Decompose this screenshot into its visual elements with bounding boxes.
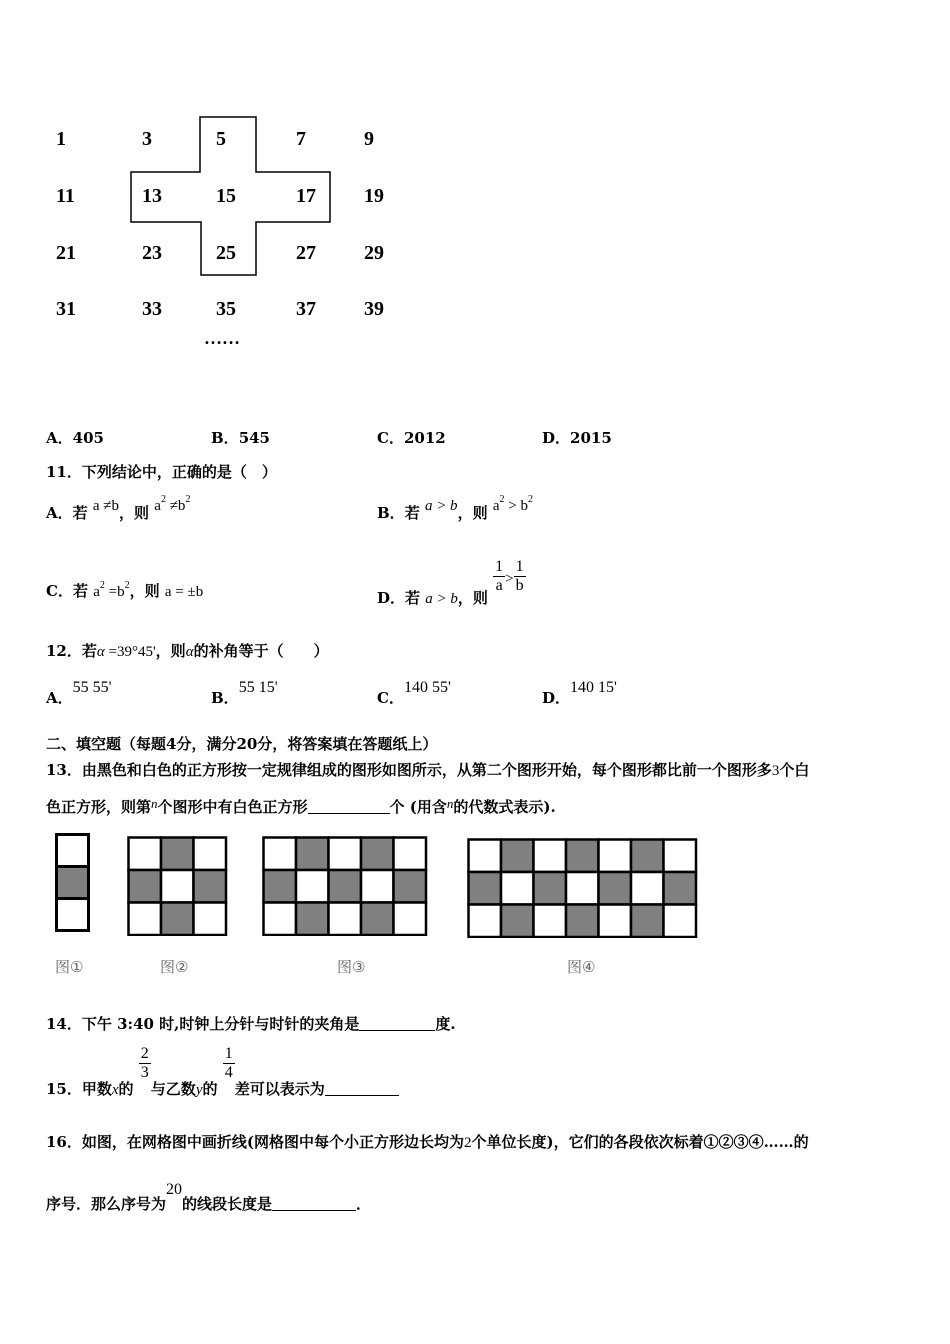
figure-square <box>394 838 427 871</box>
grid-cell: 17 <box>296 185 316 207</box>
figure-square <box>194 903 227 936</box>
figure-square <box>599 905 632 938</box>
figure-square <box>296 870 329 903</box>
grid-cell: 19 <box>364 185 384 207</box>
grid-cell: 11 <box>56 185 75 207</box>
figure-square <box>296 838 329 871</box>
q11-option-c: C．若 $a^2 =b^2$，则 a = ±b <box>46 580 204 600</box>
q12-option-d: D．140 15' <box>542 679 617 707</box>
section-2-title: 二、填空题（每题4分，满分20分，将答案填在答题纸上） <box>46 735 438 753</box>
fraction-1-4: $\frac{1}{4}$ <box>224 1045 233 1081</box>
figure-3 <box>262 836 430 936</box>
q13-answer-blank[interactable] <box>308 799 390 814</box>
grid-cell: 27 <box>296 242 316 264</box>
grid-cell: 33 <box>142 298 162 320</box>
figure-square <box>631 905 664 938</box>
q12-option-c: C．140 55' <box>377 679 451 707</box>
figure-4-caption: 图④ <box>567 958 596 976</box>
figure-square <box>534 872 567 905</box>
q12-option-a: A．55 55' <box>46 679 112 707</box>
q10-option-a: A．405 <box>46 429 104 447</box>
q10-option-c: C．2012 <box>377 429 446 447</box>
figure-square <box>129 870 162 903</box>
figure-square <box>664 840 697 873</box>
q14-answer-blank[interactable] <box>359 1016 435 1031</box>
figure-square <box>361 870 394 903</box>
figure-1-caption: 图① <box>55 958 84 976</box>
figure-2 <box>127 836 229 936</box>
figure-square <box>329 838 362 871</box>
figure-1 <box>55 833 91 933</box>
grid-cell: 7 <box>296 128 306 150</box>
fraction-2-3: $\frac{2}{3}$ <box>140 1045 149 1081</box>
figure-square <box>264 838 297 871</box>
figure-square <box>161 903 194 936</box>
figure-square <box>394 870 427 903</box>
grid-cell: 29 <box>364 242 384 264</box>
figure-square <box>469 840 502 873</box>
q11-option-b: B．若 a > b，则 $a^2 > b^2$ <box>377 494 533 522</box>
q15-answer-blank[interactable] <box>325 1081 399 1096</box>
figure-square <box>664 905 697 938</box>
q16-answer-blank[interactable] <box>272 1196 356 1211</box>
q15: 15．甲数x的 $\frac{2}{3}$ 与乙数y的 $\frac{1}{4}$ 差可以表示为 <box>46 1045 399 1082</box>
figure-square <box>566 905 599 938</box>
figure-square <box>394 903 427 936</box>
figure-square <box>501 872 534 905</box>
grid-ellipsis: …… <box>204 328 240 348</box>
figure-square <box>361 838 394 871</box>
q16-line-1: 16．如图，在网格图中画折线(网格图中每个小正方形边长均为2个单位长度)，它们的各段依次标着①②③④……的 <box>46 1133 809 1151</box>
q11-option-d: D．若 a > b，则 $\frac{1}{a}$ > $\frac{1}{b}$ <box>377 558 524 607</box>
figure-square <box>631 840 664 873</box>
q10-option-b: B．545 <box>211 429 270 447</box>
grid-cell: 1 <box>56 128 66 150</box>
grid-cell: 35 <box>216 298 236 320</box>
figure-square <box>501 840 534 873</box>
q11-option-a: A．若 a ≠b，则 $a^2 \ne b^2$ <box>46 494 191 522</box>
figure-4 <box>467 838 701 938</box>
figure-square <box>194 838 227 871</box>
grid-cell: 23 <box>142 242 162 264</box>
figure-square <box>264 870 297 903</box>
figure-square <box>501 905 534 938</box>
q10-option-d: D．2015 <box>542 429 612 447</box>
figure-square <box>469 872 502 905</box>
figure-square <box>599 840 632 873</box>
figure-square <box>664 872 697 905</box>
figure-square <box>361 903 394 936</box>
figure-square <box>194 870 227 903</box>
grid-cell: 37 <box>296 298 316 320</box>
figure-square <box>599 872 632 905</box>
figure-square <box>566 840 599 873</box>
q16-line-2: 序号．那么序号为20的线段长度是 ． <box>46 1181 372 1213</box>
q12-option-b: B．55 15' <box>211 679 278 707</box>
figure-square <box>161 870 194 903</box>
fraction-1-over-b: $\frac{1}{b}$ <box>515 558 524 594</box>
figure-square <box>161 838 194 871</box>
q14: 14．下午 3:40 时,时钟上分针与时针的夹角是 度. <box>46 1015 456 1033</box>
figure-square <box>296 903 329 936</box>
figure-square <box>129 903 162 936</box>
q13-line-1: 13．由黑色和白色的正方形按一定规律组成的图形如图所示，从第二个图形开始，每个图形都比前一个图形多3个白 <box>46 761 810 779</box>
q11-stem: 11．下列结论中，正确的是（ ） <box>46 463 277 481</box>
grid-cell: 3 <box>142 128 152 150</box>
figure-square <box>264 903 297 936</box>
grid-cell: 21 <box>56 242 76 264</box>
grid-cell: 13 <box>142 185 162 207</box>
fraction-1-over-a: $\frac{1}{a}$ <box>495 558 504 594</box>
grid-cell: 39 <box>364 298 384 320</box>
figure-3-caption: 图③ <box>337 958 366 976</box>
grid-cell: 25 <box>216 242 236 264</box>
figure-square <box>534 840 567 873</box>
grid-cell: 15 <box>216 185 236 207</box>
q13-line-2: 色正方形，则第n个图形中有白色正方形 个 (用含n的代数式表示). <box>46 796 556 816</box>
q12-stem: 12．若α =39°45'，则α的补角等于（ ） <box>46 642 329 660</box>
figure-square <box>566 872 599 905</box>
grid-cell: 31 <box>56 298 76 320</box>
figure-square <box>329 870 362 903</box>
figure-square <box>534 905 567 938</box>
figure-square <box>631 872 664 905</box>
figure-square <box>469 905 502 938</box>
grid-cell: 5 <box>216 128 226 150</box>
figure-square <box>329 903 362 936</box>
figure-2-caption: 图② <box>160 958 189 976</box>
figure-square <box>129 838 162 871</box>
grid-cell: 9 <box>364 128 374 150</box>
